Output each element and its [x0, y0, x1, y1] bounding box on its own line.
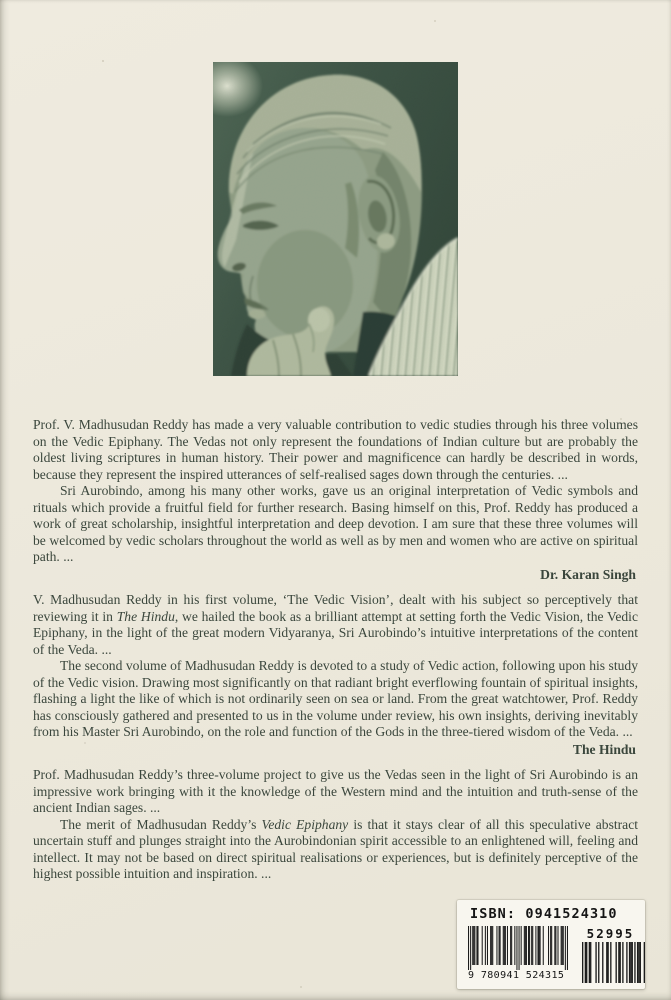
text-segment: V. Madhusudan Reddy in his first volume, ‘The Vedic Vision’, dealt with his subject so perceptively that reviewing it in	[33, 592, 638, 624]
ean-digits: 9 780941 524315	[468, 970, 565, 981]
italic-book-title: The Hindu	[116, 608, 175, 624]
ean13-barcode	[468, 926, 568, 970]
review-block	[33, 417, 638, 583]
review-attribution: Dr. Karan Singh	[540, 566, 636, 582]
review-paragraph	[33, 767, 638, 817]
text-segment: , we hailed the book as a brilliant attempt at setting forth the Vedic Vision, the Vedic Epiphany, in the light of the great modern Vidyaranya, Sri Aurobindo’s intuitive interpretations of the content of the Veda. ...	[33, 608, 638, 657]
review-attribution: The Hindu	[572, 741, 636, 757]
text-segment: Prof. Madhusudan Reddy’s three-volume project to give us the Vedas seen in the light of Sri Aurobindo is an impressive work bringing with it the knowledge of the Western mind and the intuition and truth-sense of the ancient Indian sages. ...	[33, 767, 638, 815]
main-barcode	[468, 926, 570, 981]
reviews	[33, 417, 638, 883]
text-segment: The second volume of Madhusudan Reddy is devoted to a study of Vedic action, following upon his study of the Vedic vision. Drawing most significantly on that radiant bright everflowing fountain of spiritual insights, flashing a light the like of which is not ordinarily seen on sea or land. From the great watchtower, Prof. Reddy has consciously gathered and presented to us in the volume under review, his own insights, deriving inevitably from his Master Sri Aurobindo, on the role and function of the Gods in the three-tiered wisdom of the Veda. ...	[33, 658, 638, 739]
supplement-barcode	[576, 926, 645, 983]
review-paragraph	[33, 417, 638, 483]
review-paragraph	[33, 658, 638, 741]
barcode-row	[457, 922, 645, 983]
price-code: 52995	[586, 926, 635, 941]
barcode-sticker	[457, 900, 645, 989]
portrait-illustration	[213, 62, 458, 376]
review-paragraph	[33, 817, 638, 883]
review-block	[33, 592, 638, 758]
text-segment: Prof. V. Madhusudan Reddy has made a very valuable contribution to vedic studies through his three volumes on the Vedic Epiphany. The Vedas not only represent the foundations of Indian culture but are probably the oldest living scriptures in human history. Their power and magnificence can hardly be described in words, because they represent the inspired utterances of self-realised sages down through the centuries. ...	[33, 417, 638, 482]
paper-specks	[0, 0, 2, 2]
text-segment: The merit of Madhusudan Reddy’s	[60, 816, 262, 832]
italic-book-title: Vedic Epiphany	[261, 816, 349, 832]
isbn-text: ISBN: 0941524310	[470, 906, 618, 922]
review-paragraph	[33, 483, 638, 566]
review-paragraph	[33, 592, 638, 658]
author-portrait-photo	[213, 62, 458, 376]
text-segment: Sri Aurobindo, among his many other works, gave us an original interpretation of Vedic symbols and rituals which provide a fruitful field for further research. Basing himself on this, Prof. Reddy has produced a work of great scholarship, insightful interpretation and deep devotion. I am sure that these three volumes will be welcomed by vedic scholars throughout the world as well as by men and women who are active on spiritual path. ...	[33, 483, 638, 564]
review-block	[33, 767, 638, 883]
ean5-barcode	[582, 942, 645, 983]
text-segment: is that it stays clear of all this speculative abstract uncertain stuff and plunges straight into the Aurobindonian spirit accessible to an enlightened will, feeling and intellect. It may not be based on direct spiritual realisations or experiences, but is definitely perceptive of the highest possible intuition and inspiration. ...	[33, 816, 639, 881]
